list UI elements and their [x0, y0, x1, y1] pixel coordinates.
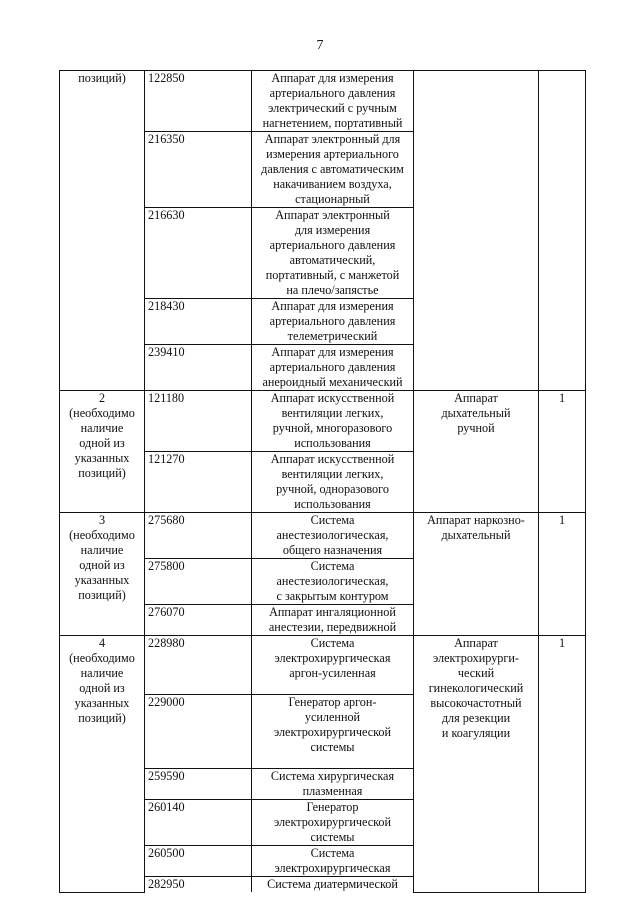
equipment-name-line: высокочастотный [430, 696, 522, 710]
item-description-cell [252, 605, 414, 636]
item-code-cell: 216630 [145, 208, 252, 299]
group-label-line: позиций) [78, 588, 126, 602]
group-number-cell [60, 391, 145, 513]
item-description-line: портативный, с манжетой [265, 268, 400, 282]
equipment-name-cell [414, 636, 539, 893]
equipment-name-line: электрохирурги- [433, 651, 519, 665]
item-description-line: Система [310, 636, 355, 650]
equipment-name-line: гинекологический [428, 681, 524, 695]
item-code-cell: 275800 [145, 559, 252, 605]
item-description-line: ручной, одноразового [276, 482, 389, 496]
item-description-line: Аппарат искусственной [270, 452, 395, 466]
item-description-line: анестезиологическая, [276, 574, 389, 588]
item-description-line: использования [294, 497, 371, 511]
item-description-cell [252, 636, 414, 695]
item-code-cell: 276070 [145, 605, 252, 636]
item-description-line: Аппарат электронный для [264, 132, 401, 146]
equipment-name-cell [414, 71, 539, 391]
item-description-line: артериального давления [269, 238, 396, 252]
group-label-line: позиций) [78, 711, 126, 725]
group-label-line: (необходимо [69, 406, 135, 420]
item-description-line: для измерения [294, 223, 371, 237]
item-description-line: Система хирургическая [270, 769, 395, 783]
equipment-table [59, 70, 586, 893]
item-description-line: с закрытым контуром [276, 589, 389, 603]
item-description-line: анестезиологическая, [276, 528, 389, 542]
item-description-line: артериального давления [269, 360, 396, 374]
group-label-line: 3 [98, 513, 106, 527]
item-description-line: системы [310, 830, 355, 844]
group-number-cell [60, 71, 145, 391]
item-description-line: накачиванием воздуха, [273, 177, 392, 191]
item-code-cell: 121180 [145, 391, 252, 452]
item-description-line: ручной, многоразового [272, 421, 393, 435]
item-description-line: общего назначения [282, 543, 383, 557]
group-label-line: позиций) [78, 466, 126, 480]
table-row [60, 513, 586, 559]
item-description-cell [252, 299, 414, 345]
item-description-cell [252, 769, 414, 800]
group-label-line: одной из [79, 558, 125, 572]
item-description-line: анестезии, передвижной [268, 620, 397, 634]
equipment-name-line: и коагуляции [441, 726, 511, 740]
table-row [60, 71, 586, 132]
item-code-cell: 229000 [145, 695, 252, 769]
item-code-cell: 121270 [145, 452, 252, 513]
item-description-line: плазменная [302, 784, 363, 798]
equipment-name-line: для резекции [441, 711, 511, 725]
item-description-cell [252, 695, 414, 769]
item-description-line: использования [294, 436, 371, 450]
item-code-cell: 260140 [145, 800, 252, 846]
group-number-cell [60, 636, 145, 893]
item-description-line: Генератор аргон- [288, 695, 377, 709]
item-description-cell [252, 559, 414, 605]
group-label-line: (необходимо [69, 651, 135, 665]
item-code-cell: 228980 [145, 636, 252, 695]
item-description-line: давления с автоматическим [261, 162, 404, 176]
item-description-line: электрохирургическая [274, 651, 391, 665]
page-number: 7 [316, 38, 324, 53]
item-description-cell [252, 846, 414, 877]
table-row [60, 391, 586, 452]
equipment-name-line: дыхательный [441, 528, 511, 542]
item-description-line: Аппарат для измерения [271, 345, 394, 359]
group-label-line: (необходимо [69, 528, 135, 542]
equipment-name-line: Аппарат [454, 391, 498, 405]
item-description-cell [252, 800, 414, 846]
table-body [60, 71, 586, 893]
item-description-cell [252, 71, 414, 132]
item-description-line: Генератор [306, 800, 359, 814]
quantity-cell: 1 [539, 636, 586, 893]
group-label-line: наличие [80, 666, 124, 680]
item-description-line: стационарный [295, 192, 370, 206]
equipment-name-cell [414, 513, 539, 636]
item-description-line: Система [310, 513, 355, 527]
item-description-line: электрохирургической [273, 725, 392, 739]
item-description-line: измерения артериального [266, 147, 399, 161]
item-description-cell [252, 391, 414, 452]
item-description-line: Аппарат искусственной [270, 391, 395, 405]
item-description-line: системы [310, 740, 355, 754]
group-label-line: наличие [80, 543, 124, 557]
item-description-line: артериального давления [269, 314, 396, 328]
group-label-line: 2 [98, 391, 106, 405]
item-description-line: Аппарат ингаляционной [269, 605, 396, 619]
item-description-line: Система [310, 559, 355, 573]
item-description-line: анероидный механический [262, 375, 403, 389]
item-code-cell: 122850 [145, 71, 252, 132]
item-description-line: электрохирургическая [274, 861, 391, 875]
item-description-line: Аппарат электронный [275, 208, 390, 222]
group-label-line: указанных [74, 573, 130, 587]
item-description-cell [252, 452, 414, 513]
item-description-cell [252, 132, 414, 208]
item-code-cell: 239410 [145, 345, 252, 391]
item-description-line: Аппарат для измерения [271, 71, 394, 85]
item-description-line: артериального давления [269, 86, 396, 100]
equipment-name-line: дыхательный [441, 406, 511, 420]
equipment-name-line: Аппарат [454, 636, 498, 650]
quantity-cell: 1 [539, 513, 586, 636]
item-description-cell [252, 345, 414, 391]
item-description-line: аргон-усиленная [289, 666, 376, 680]
item-description-line: Система [310, 846, 355, 860]
table-row [60, 636, 586, 695]
group-label-line: указанных [74, 451, 130, 465]
item-description-line: усиленной [304, 710, 361, 724]
item-description-line: телеметрический [287, 329, 378, 343]
equipment-name-line: Аппарат наркозно- [427, 513, 525, 527]
item-code-cell: 216350 [145, 132, 252, 208]
item-code-cell: 259590 [145, 769, 252, 800]
item-description-line: автоматический, [289, 253, 376, 267]
group-label-line: указанных [74, 696, 130, 710]
equipment-name-cell [414, 391, 539, 513]
item-description-line: на плечо/запястье [286, 283, 379, 297]
item-description-cell [252, 208, 414, 299]
group-label-line: позиций) [78, 71, 126, 85]
item-description-line: Аппарат для измерения [271, 299, 394, 313]
item-description-line: вентиляции легких, [281, 467, 384, 481]
item-code-cell: 260500 [145, 846, 252, 877]
item-description-line: нагнетением, портативный [262, 116, 403, 130]
item-description-line: вентиляции легких, [281, 406, 384, 420]
item-code-cell: 282950 [145, 877, 252, 893]
group-label-line: наличие [80, 421, 124, 435]
group-number-cell [60, 513, 145, 636]
item-description-cell [252, 877, 414, 893]
equipment-name-line: ручной [457, 421, 495, 435]
quantity-cell: 1 [539, 391, 586, 513]
equipment-name-line: ческий [457, 666, 495, 680]
item-description-cell [252, 513, 414, 559]
item-description-line: Система диатермической [267, 877, 398, 891]
item-description-line: электрохирургической [273, 815, 392, 829]
group-label-line: 4 [98, 636, 106, 650]
item-code-cell: 275680 [145, 513, 252, 559]
group-label-line: одной из [79, 436, 125, 450]
item-description-line: электрический с ручным [268, 101, 397, 115]
quantity-cell [539, 71, 586, 391]
group-label-line: одной из [79, 681, 125, 695]
item-code-cell: 218430 [145, 299, 252, 345]
